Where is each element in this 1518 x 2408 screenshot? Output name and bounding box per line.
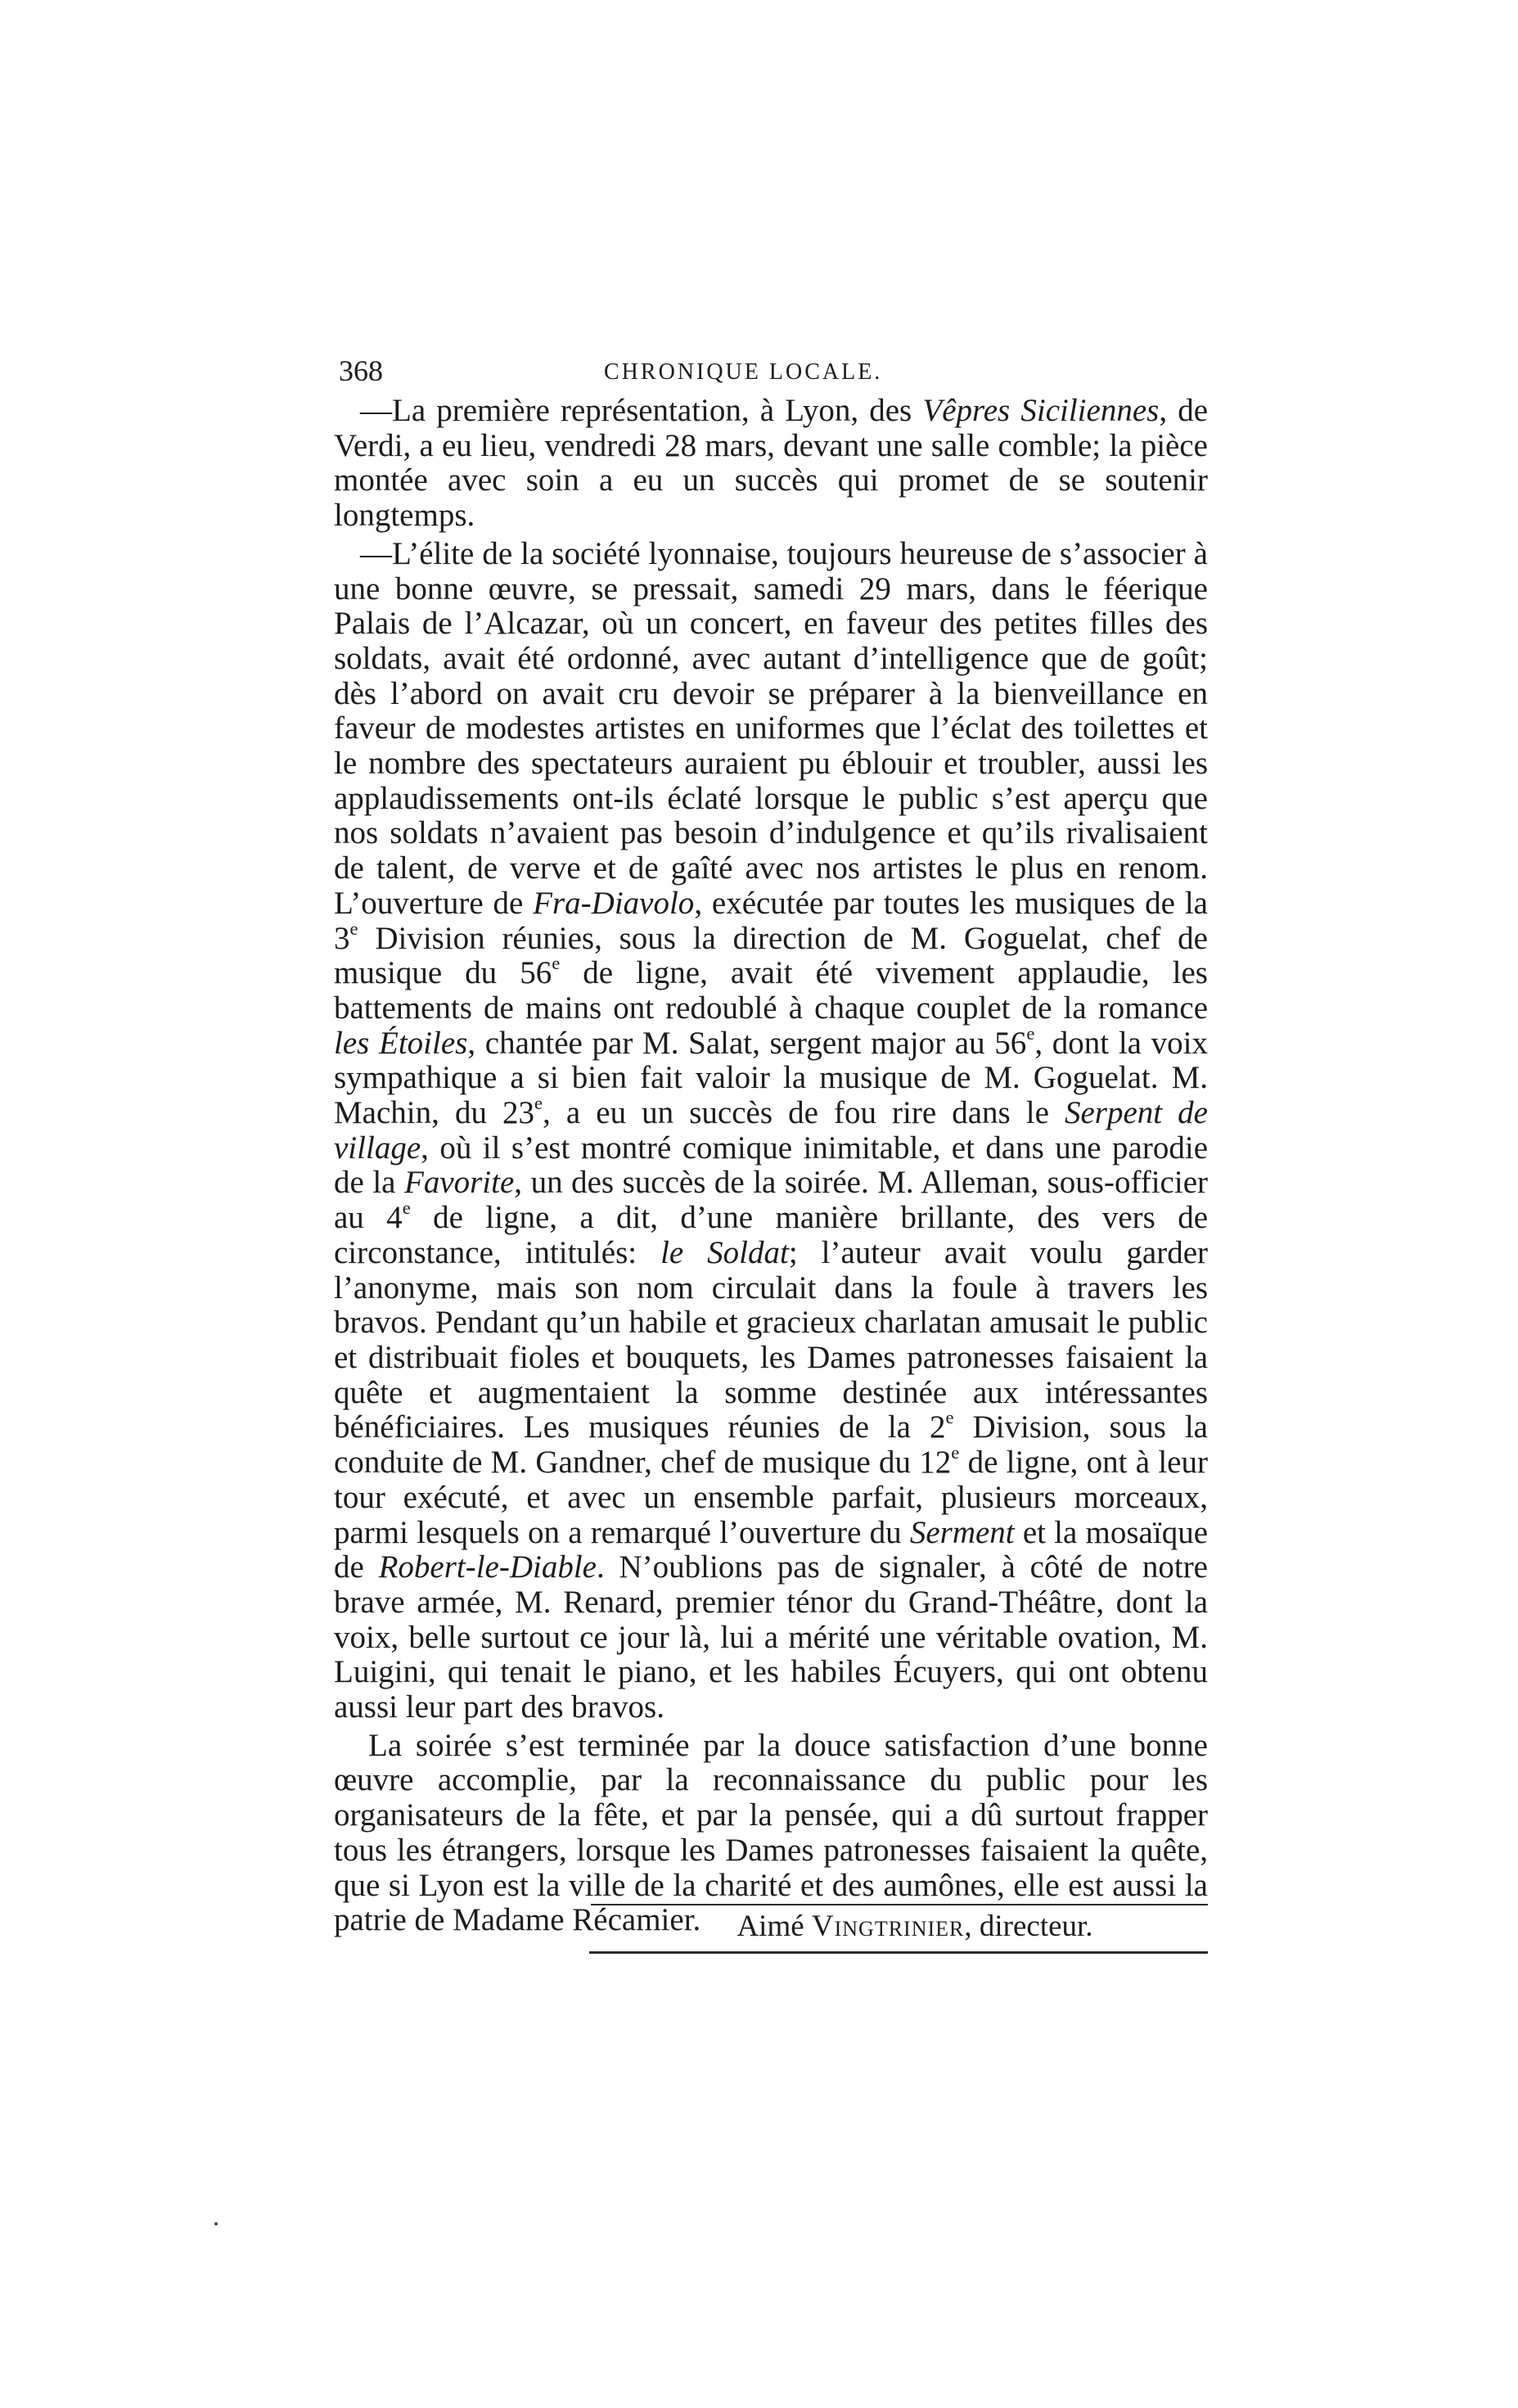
paragraph-alcazar-concert: —L’élite de la société lyonnaise, toujours heureuse de s’associer à une bonne œuvre, se pressait, samedi 29 mars, dans le féerique Palais de l’Alcazar, où un concert, en faveur des petites filles des soldats, avait été ordonné, avec autant d’intelligence que de goût; dès l’abord on avait cru devoir se préparer à la bienveillance en faveur de modestes artistes en uniformes que l’éclat des toilettes et le nombre des spectateurs auraient pu éblouir et troubler, aussi les applaudissements ont-ils éclaté lorsque le public s’est aperçu que nos soldats n’avaient pas besoin d’indulgence et qu’ils rivalisaient de talent, de verve et de gaîté avec nos artistes le plus en renom. L’ouverture de Fra-Diavolo, exécutée par toutes les musiques de la 3e Division réunies, sous la direction de M. Goguelat, chef de musique du 56e de ligne, avait été vivement applaudie, les battements de mains ont redoublé à chaque couplet de la romance les Étoiles, chantée par M. Salat, sergent major au 56e, dont la voix sympathique a si bien fait valoir la musique de M. Goguelat. M. Machin, du 23e, a eu un succès de fou rire dans le Serpent de village, où il s’est montré comique inimitable, et dans une parodie de la Favorite, un des succès de la soirée. M. Alleman, sous-officier au 4e de ligne, a dit, d’une manière brillante, des vers de circonstance, intitulés: le Soldat; l’auteur avait voulu garder l’anonyme, mais son nom circulait dans la foule à travers les bravos. Pendant qu’un habile et gracieux charlatan amusait le public et distribuait fioles et bouquets, les Dames patronesses faisaient la quête et augmentaient la somme destinée aux intéressantes bénéficiaires. Les musiques réunies de la 2e Division, sous la conduite de M. Gandner, chef de musique du 12e de ligne, ont à leur tour exécuté, et avec un ensemble parfait, plusieurs morceaux, parmi lesquels on a remarqué l’ouverture du Serment et la mosaïque de Robert-le-Diable. N’oublions pas de signaler, à côté de notre brave armée, M. Renard, premier ténor du Grand-Théâtre, dont la voix, belle surtout ce jour là, lui a mérité une véritable ovation, M. Luigini, qui tenait le piano, et les habiles Écuyers, qui ont obtenu aussi leur part des bravos. — [334, 535, 1208, 1725]
running-head — [334, 348, 1208, 394]
work-title: Serpent de village — [334, 1095, 1208, 1166]
signature-surname: Vingtrinier — [811, 1910, 965, 1943]
work-title: Serment — [909, 1514, 1015, 1550]
work-title: Robert-le-Diable — [378, 1549, 597, 1585]
section-title: CHRONIQUE LOCALE. — [604, 359, 883, 385]
page-number: 368 — [339, 354, 383, 387]
work-title: Favorite — [404, 1165, 515, 1201]
signature-block — [589, 1904, 1208, 1954]
work-title: les Étoiles — [334, 1025, 468, 1061]
work-title: le Soldat — [660, 1234, 789, 1270]
paragraph-conclusion: La soirée s’est terminée par la douce satisfaction d’une bonne œuvre accomplie, par la reconnaissance du public pour les organisateurs de la fête, et par la pensée, qui a dû surtout frapper tous les étrangers, lorsque les Dames patronesses faisaient la quête, que si Lyon est la ville de la charité et des aumônes, elle est aussi la patrie de Madame Récamier. — [334, 1727, 1208, 1938]
work-title: Fra-Diavolo — [533, 885, 695, 921]
ink-speck — [214, 2222, 218, 2225]
paragraph-vepres: —La première représentation, à Lyon, des Vêpres Siciliennes, de Verdi, a eu lieu, vendredi 28 mars, devant une salle comble; la pièce montée avec soin a eu un succès qui promet de se soutenir longtemps. — [334, 393, 1209, 534]
signature: Aimé Vingtrinier, directeur. — [736, 1910, 1093, 1943]
page — [334, 348, 1208, 1938]
article-body — [334, 394, 1208, 1938]
work-title: Vêpres Siciliennes — [922, 393, 1160, 428]
divider — [589, 1951, 1208, 1954]
